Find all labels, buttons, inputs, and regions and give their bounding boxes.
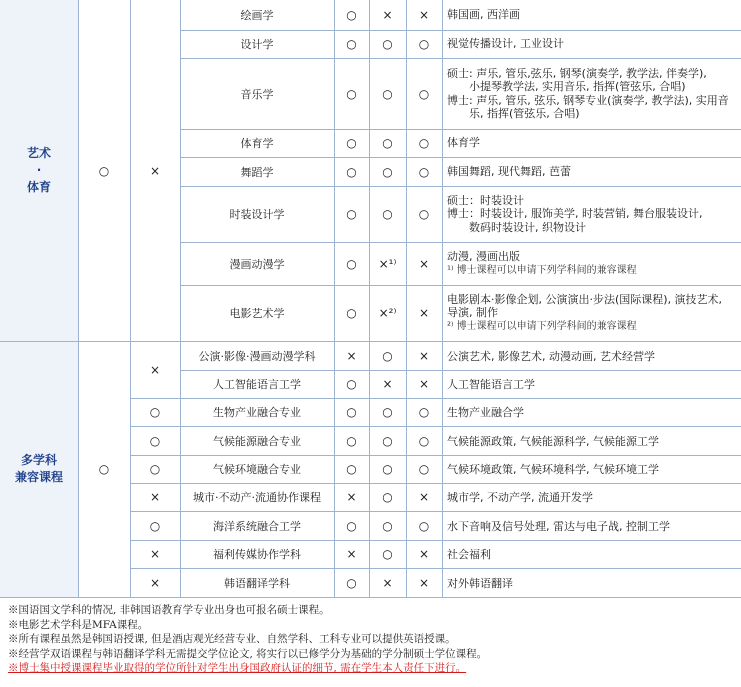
group-label-line: 体育: [26, 180, 51, 194]
availability-mark: ×¹⁾: [378, 256, 397, 271]
description-lines: [447, 136, 480, 150]
availability-mark: ○: [382, 37, 393, 51]
flag-mark: ×: [149, 362, 161, 377]
flag-mark: ○: [149, 462, 161, 476]
availability-mark: ○: [418, 405, 430, 419]
availability-mark: ○: [346, 405, 357, 419]
major-description: 气候能源政策, 气候能源科学, 气候能源工学: [447, 434, 659, 448]
availability-mark: ○: [346, 377, 357, 391]
availability-mark: ×²⁾: [378, 306, 397, 320]
flag-mark: ×: [149, 490, 161, 504]
major-description: [442, 0, 741, 30]
availability-mark: ○: [418, 136, 430, 150]
availability-mark: ○: [346, 462, 357, 476]
availability-mark: ○: [382, 164, 393, 179]
group-mark: ×: [149, 163, 161, 178]
availability-mark: ○: [418, 433, 430, 448]
description-line: 小提琴教学法, 实用音乐, 指挥(管弦乐, 合唱): [447, 80, 686, 93]
availability-mark: ○: [346, 164, 357, 179]
availability-mark: ×: [418, 377, 430, 391]
program-name: 韩语翻译学科: [224, 576, 290, 590]
availability-mark: ×: [382, 575, 393, 590]
grid-line-h: [180, 129, 741, 130]
description-lines: [447, 250, 637, 277]
grid-line-h: [180, 157, 741, 158]
group-label-line: ·: [36, 163, 42, 177]
program-name: 城市·不动产·流通协作课程: [193, 491, 321, 504]
grid-line-h: [130, 540, 741, 541]
description-line: 硕士：时装设计: [447, 193, 524, 207]
grid-line-v: [442, 0, 443, 597]
availability-mark: ○: [382, 405, 393, 419]
major-description: 对外韩语翻译: [447, 576, 513, 590]
major-description: 城市学, 不动产学, 流通开发学: [447, 491, 593, 504]
description-line: 硕士: 声乐, 管乐,弦乐, 钢琴(演奏学, 教学法, 伴奏学),: [447, 66, 707, 80]
description-line: 电影剧本·影像企划, 公演演出·步法(国际课程), 演技艺术,: [447, 292, 723, 306]
availability-mark: ×: [382, 377, 393, 391]
flag-mark: ○: [149, 433, 161, 448]
program-name: 福利传媒协作学科: [213, 548, 301, 561]
availability-mark: ×: [346, 348, 357, 363]
program-name: 气候环境融合专业: [213, 463, 301, 476]
availability-mark: ○: [382, 348, 393, 363]
flag-mark: ×: [149, 547, 161, 561]
footnote: ※电影艺术学科是MFA课程。: [8, 618, 149, 631]
group-label-lines: [15, 452, 63, 486]
footnote: ※国语国文学科的情况, 非韩国语教育学专业出身也可报名硕士课程。: [8, 604, 330, 616]
availability-mark: ○: [346, 518, 357, 533]
group-label-line: 多学科: [20, 453, 57, 467]
availability-mark: ○: [346, 433, 357, 448]
description-line: 导演, 制作: [447, 306, 498, 320]
availability-mark: ×: [418, 575, 430, 590]
group-label-lines: [27, 145, 51, 196]
grid-line-h: [180, 58, 741, 59]
program-name: 漫画动漫学: [229, 257, 285, 271]
grid-line-v: [369, 0, 370, 597]
description-line: 韩国画, 西洋画: [447, 8, 520, 22]
grid-line-h: [130, 398, 741, 399]
availability-mark: ○: [418, 164, 430, 179]
program-name: 体育学: [240, 137, 274, 150]
availability-mark: ○: [418, 207, 430, 221]
group-mark: ○: [98, 163, 110, 178]
description-line: 数码时装设计, 织物设计: [447, 220, 586, 234]
program-name: 气候能源融合专业: [213, 434, 301, 448]
flag-mark: ○: [149, 405, 161, 419]
availability-mark: ×: [418, 547, 430, 561]
grid-line-v: [334, 0, 335, 597]
description-lines: [447, 194, 702, 235]
row-footnote: ¹⁾ 博士课程可以申请下列学科间的兼容课程: [447, 264, 637, 276]
flag-mark: ×: [149, 575, 161, 590]
description-line: 博士：时装设计, 服饰美学, 时装营销, 舞台服装设计,: [447, 207, 703, 221]
availability-mark: ○: [382, 518, 393, 533]
availability-mark: ○: [346, 136, 357, 150]
grid-line-h: [0, 597, 741, 598]
group-mark: ○: [98, 462, 110, 476]
availability-mark: ×: [418, 256, 430, 271]
description-line: 乐, 指挥(管弦乐, 合唱): [447, 107, 580, 120]
grid-line-h: [0, 341, 741, 342]
group-label-multidisciplinary: [0, 341, 78, 597]
group-label-line: 兼容课程: [14, 470, 63, 484]
description-lines: [447, 165, 571, 179]
grid-line-h: [180, 370, 741, 371]
major-description: 社会福利: [447, 548, 491, 561]
program-name: 生物产业融合专业: [213, 406, 301, 419]
program-name: 音乐学: [240, 87, 274, 101]
availability-mark: ○: [418, 462, 430, 476]
availability-mark: ○: [382, 433, 393, 448]
grid-line-h: [130, 511, 741, 512]
availability-mark: ○: [382, 462, 393, 476]
footnotes: [8, 603, 487, 676]
major-description: 水下音响及信号处理, 雷达与电子战, 控制工学: [447, 519, 670, 533]
description-lines: [447, 293, 722, 334]
grid-line-h: [180, 30, 741, 31]
availability-mark: ×: [346, 547, 357, 561]
footnote: ※经营学双语课程与韩语翻译学科无需提交学位论文, 将实行以已修学分为基础的学分制硕士学位课程。: [8, 647, 488, 660]
major-description: [442, 242, 741, 285]
availability-mark: ○: [346, 256, 357, 271]
availability-mark: ×: [418, 348, 430, 363]
description-line: 博士: 声乐, 管乐, 弦乐, 钢琴专业(演奏学, 教学法), 实用音: [447, 93, 729, 107]
major-description: 人工智能语言工学: [447, 378, 535, 391]
major-description: [442, 186, 741, 242]
footnote-warning: ※博士集中授课课程毕业取得的学位所针对学生出身国政府认证的细节, 需在学生本人责任下进行。: [8, 662, 467, 675]
major-description: [442, 157, 741, 186]
grid-line-v: [180, 0, 181, 597]
major-description: [442, 285, 741, 341]
description-line: 体育学: [447, 136, 480, 150]
availability-mark: ○: [418, 37, 430, 51]
grid-line-h: [130, 455, 741, 456]
description-line: 动漫, 漫画出版: [447, 250, 520, 263]
availability-mark: ○: [418, 518, 430, 533]
availability-mark: ○: [382, 207, 393, 221]
availability-mark: ○: [382, 490, 393, 504]
grid-line-h: [180, 285, 741, 286]
availability-mark: ×: [418, 8, 430, 22]
availability-mark: ○: [346, 306, 357, 320]
program-name: 电影艺术学: [229, 307, 285, 320]
availability-mark: ○: [346, 575, 357, 590]
description-lines: [447, 37, 564, 51]
description-lines: [447, 8, 520, 22]
availability-mark: ○: [418, 86, 430, 101]
availability-mark: ○: [346, 207, 357, 221]
grid-line-v: [78, 0, 79, 597]
major-description: [442, 129, 741, 157]
program-name: 公演·影像·漫画动漫学科: [198, 349, 316, 363]
availability-mark: ○: [382, 136, 393, 150]
availability-mark: ○: [346, 37, 357, 51]
major-description: [442, 58, 741, 129]
description-lines: [447, 67, 729, 121]
group-label-line: 艺术: [26, 146, 51, 160]
major-description: 气候环境政策, 气候环境科学, 气候环境工学: [447, 463, 659, 476]
program-name: 海洋系统融合工学: [213, 519, 301, 533]
group-label-arts-sports: [0, 0, 78, 341]
availability-mark: ○: [382, 86, 393, 101]
grid-line-h: [130, 568, 741, 569]
program-name: 舞蹈学: [240, 165, 274, 179]
major-description: [442, 30, 741, 58]
grid-line-v: [130, 0, 131, 597]
availability-mark: ○: [346, 8, 357, 22]
program-name: 时装设计学: [229, 208, 285, 221]
footnote: ※所有课程虽然是韩国语授课, 但是酒店观光经营专业、自然学科、工科专业可以提供英语授课。: [8, 633, 456, 646]
grid-line-h: [130, 426, 741, 427]
grid-line-h: [130, 483, 741, 484]
flag-mark: ○: [149, 518, 161, 533]
availability-mark: ×: [382, 8, 393, 22]
row-footnote: ²⁾ 博士课程可以申请下列学科间的兼容课程: [447, 320, 637, 332]
program-name: 绘画学: [240, 9, 274, 22]
grid-line-h: [180, 186, 741, 187]
availability-mark: ×: [418, 490, 430, 504]
availability-mark: ○: [346, 86, 357, 101]
availability-mark: ○: [382, 547, 393, 561]
availability-mark: ×: [346, 490, 357, 504]
availability-mark: ×: [418, 306, 430, 320]
description-line: 视觉传播设计, 工业设计: [447, 37, 564, 51]
major-description: 公演艺术, 影像艺术, 动漫动画, 艺术经营学: [447, 349, 655, 363]
grid-line-v: [406, 0, 407, 597]
grid-line-h: [180, 242, 741, 243]
program-name: 人工智能语言工学: [213, 378, 301, 391]
major-description: 生物产业融合学: [447, 406, 524, 419]
program-name: 设计学: [240, 38, 274, 51]
description-line: 韩国舞蹈, 现代舞蹈, 芭蕾: [447, 164, 571, 178]
